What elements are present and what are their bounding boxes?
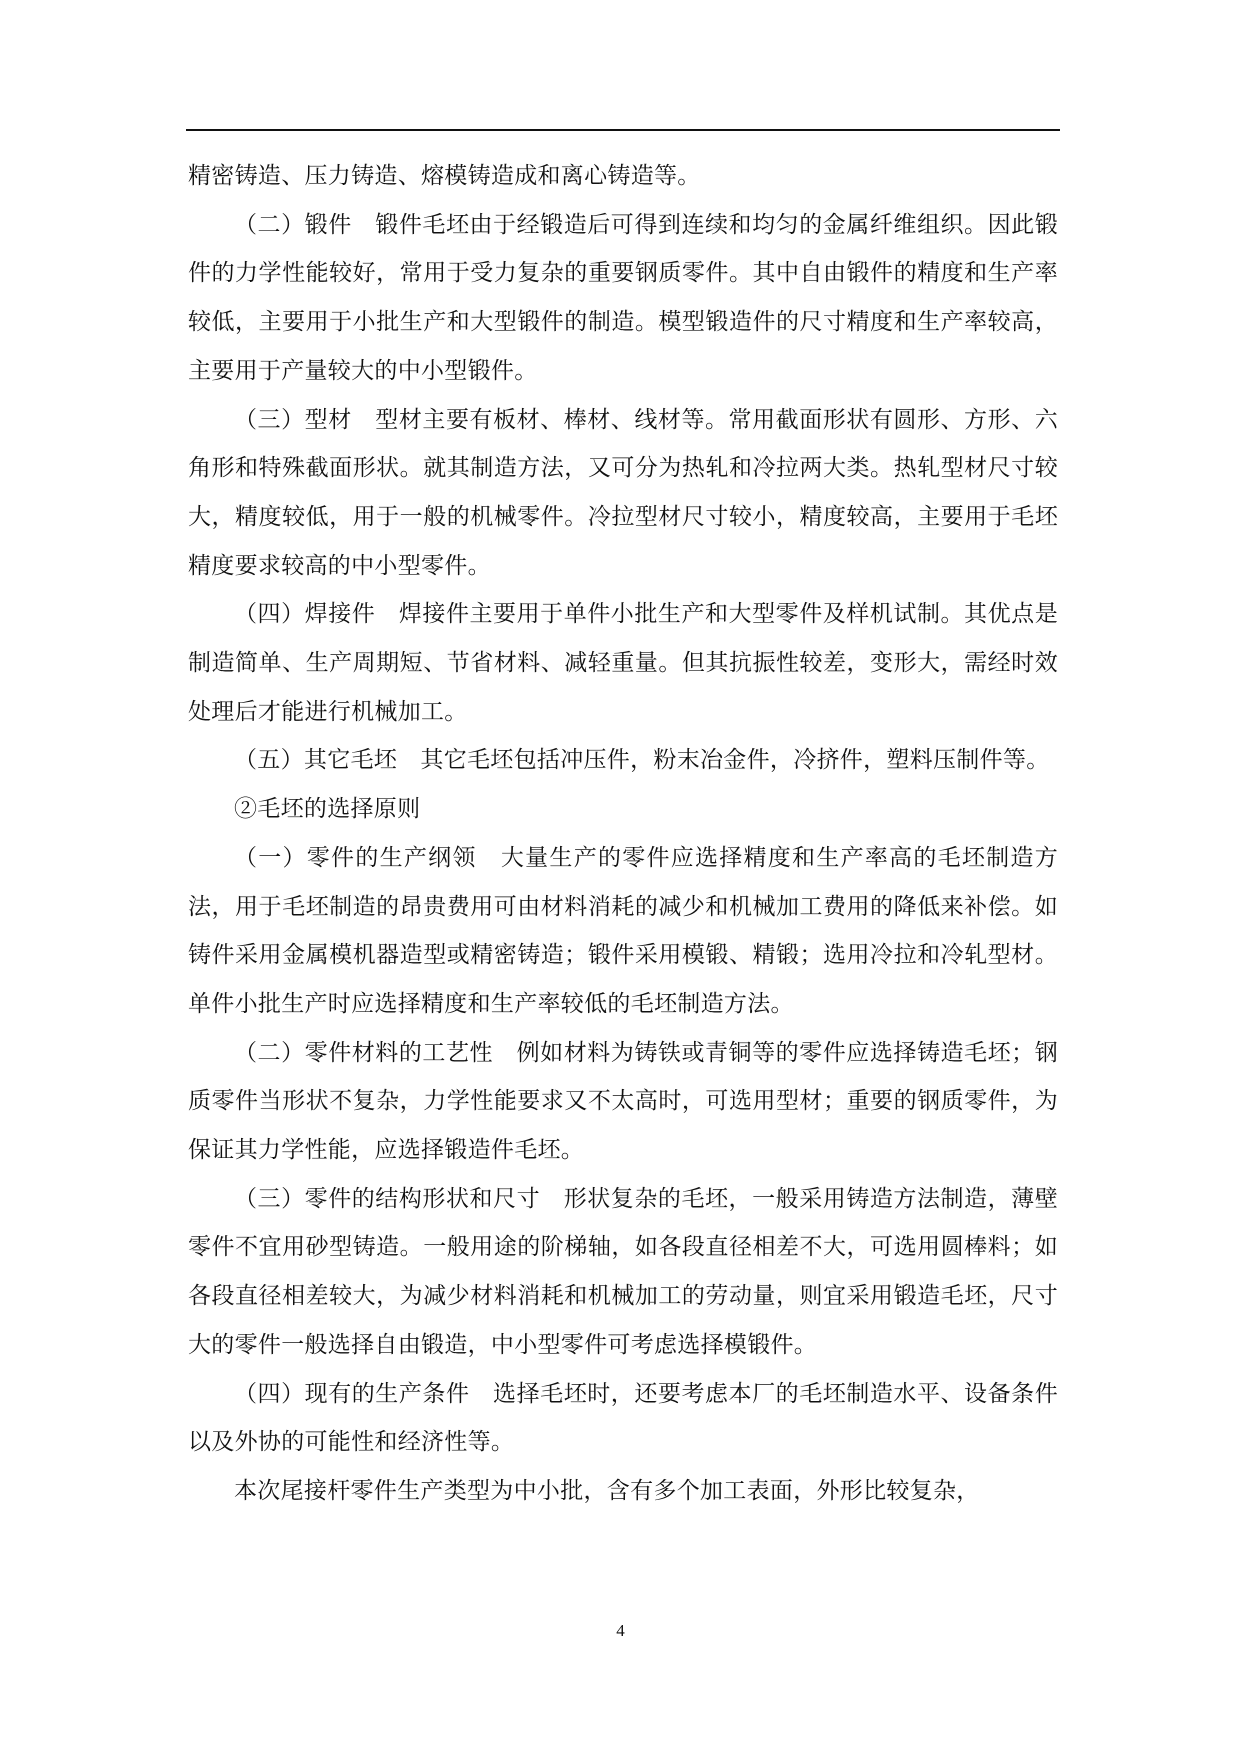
paragraph-other-blanks: （五）其它毛坯 其它毛坯包括冲压件，粉末冶金件，冷挤件，塑料压制件等。 <box>234 747 1050 774</box>
paragraph-shape-and-size: （三）零件的结构形状和尺寸 形状复杂的毛坯，一般采用铸造方法制造，薄壁零件不宜用砂型铸造。一般用途的阶梯轴，如各段直径相差不大，可选用圆棒料；如各段直径相差较大，为减少材料消耗和机械加工的劳动量，则宜采用锻造毛坯，尺寸大的零件一般选择自由锻造，中小型零件可考虑选择模锻件。 <box>188 1185 1058 1358</box>
header-rule <box>186 129 1060 131</box>
paragraph-production-conditions: （四）现有的生产条件 选择毛坯时，还要考虑本厂的毛坯制造水平、设备条件以及外协的可能性和经济性等。 <box>188 1380 1058 1456</box>
paragraph-forgings: （二）锻件 锻件毛坯由于经锻造后可得到连续和均匀的金属纤维组织。因此锻件的力学性能较好，常用于受力复杂的重要钢质零件。其中自由锻件的精度和生产率较低，主要用于小批生产和大型锻件的制造。模型锻造件的尺寸精度和生产率较高，主要用于产量较大的中小型锻件。 <box>188 211 1058 384</box>
paragraph-material-workability: （二）零件材料的工艺性 例如材料为铸铁或青铜等的零件应选择铸造毛坯；钢质零件当形状不复杂，力学性能要求又不太高时，可选用型材；重要的钢质零件，为保证其力学性能，应选择锻造件毛坯。 <box>188 1039 1058 1164</box>
paragraph-current-part: 本次尾接杆零件生产类型为中小批，含有多个加工表面，外形比较复杂， <box>234 1477 980 1504</box>
section-heading-blank-selection: ②毛坯的选择原则 <box>234 796 421 823</box>
paragraph-casting-continuation: 精密铸造、压力铸造、熔模铸造成和离心铸造等。 <box>188 163 701 189</box>
body-text <box>188 152 1058 1516</box>
paragraph-profiles: （三）型材 型材主要有板材、棒材、线材等。常用截面形状有圆形、方形、六角形和特殊截面形状。就其制造方法，又可分为热轧和冷拉两大类。热轧型材尺寸较大，精度较低，用于一般的机械零件。冷拉型材尺寸较小，精度较高，主要用于毛坯精度要求较高的中小型零件。 <box>188 406 1058 579</box>
paragraph-welded-parts: （四）焊接件 焊接件主要用于单件小批生产和大型零件及样机试制。其优点是制造简单、生产周期短、节省材料、减轻重量。但其抗振性较差，变形大，需经时效处理后才能进行机械加工。 <box>188 601 1058 725</box>
paragraph-production-program: （一）零件的生产纲领 大量生产的零件应选择精度和生产率高的毛坯制造方法，用于毛坯制造的昂贵费用可由材料消耗的减少和机械加工费用的降低来补偿。如铸件采用金属模机器造型或精密铸造；锻件采用模锻、精锻；选用冷拉和冷轧型材。单件小批生产时应选择精度和生产率较低的毛坯制造方法。 <box>188 844 1058 1017</box>
page-number: 4 <box>616 1621 625 1640</box>
